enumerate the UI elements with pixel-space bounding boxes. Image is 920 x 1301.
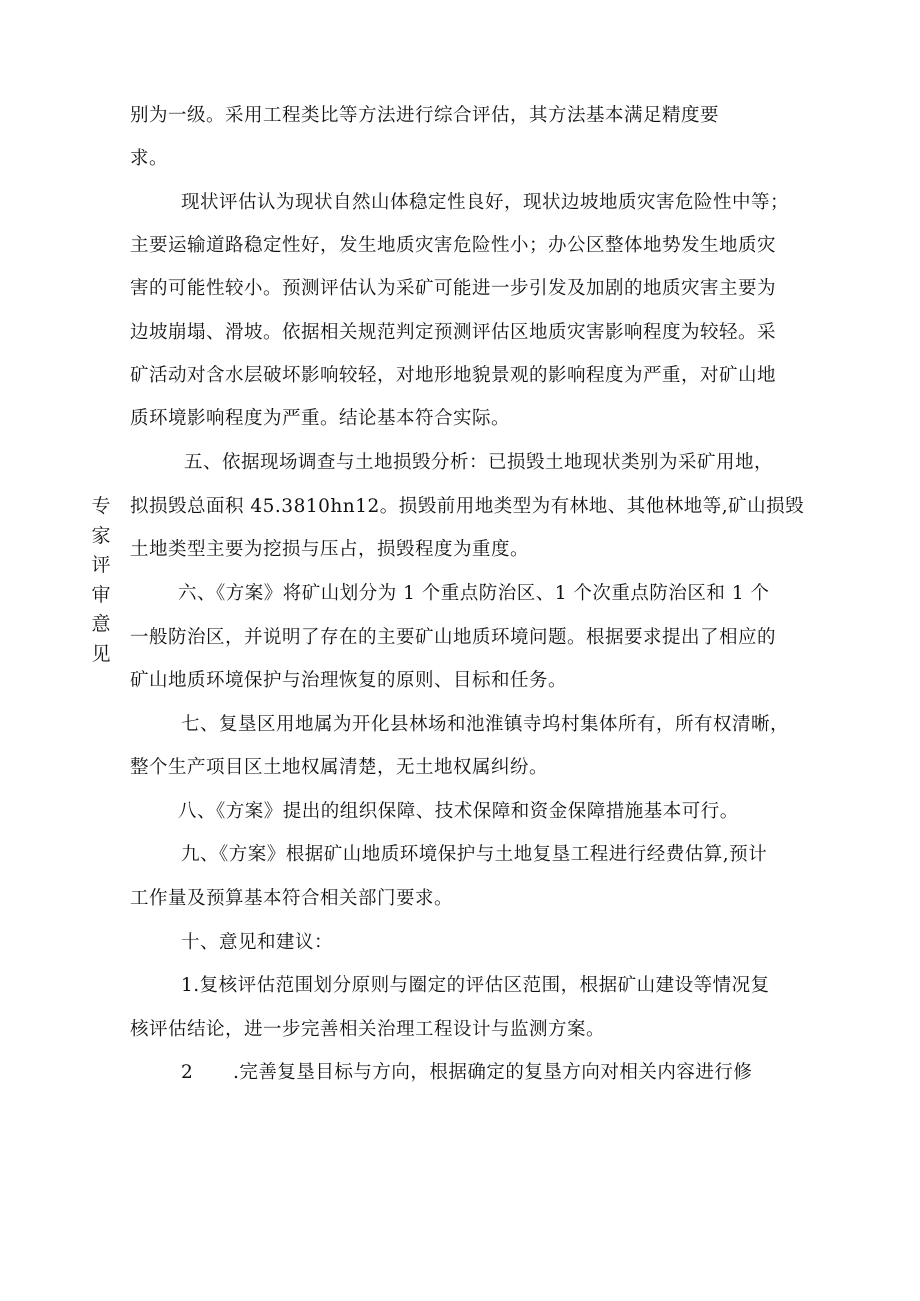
text-line: 十、意见和建议：: [181, 932, 334, 953]
text-line: .完善复垦目标与方向，根据确定的复垦方向对相关内容进行修: [233, 1062, 753, 1083]
text-line: 质环境影响程度为严重。结论基本符合实际。: [130, 408, 511, 429]
text-line: 核评估结论，进一步完善相关治理工程设计与监测方案。: [130, 1019, 606, 1040]
text-line: 拟损毁总面积 45.3810hn12。损毁前用地类型为有林地、其他林地等,矿山损毁: [130, 496, 805, 517]
text-line: 六、《方案》将矿山划分为 1 个重点防治区、1 个次重点防治区和 1 个: [178, 583, 770, 604]
side-label-char: 评: [91, 554, 111, 576]
text-line: 求。: [130, 148, 169, 169]
text-line: 边坡崩塌、滑坡。依据相关规范判定预测评估区地质灾害影响程度为较轻。采: [130, 322, 777, 343]
text-line: 1.复核评估范围划分原则与圈定的评估区范围，根据矿山建设等情况复: [181, 975, 770, 996]
side-label-char: 家: [91, 524, 111, 547]
text-line: 一般防治区，并说明了存在的主要矿山地质环境问题。根据要求提出了相应的: [130, 627, 777, 648]
text-line: 主要运输道路稳定性好，发生地质灾害危险性小；办公区整体地势发生地质灾: [130, 235, 777, 256]
text-line: 土地类型主要为挖损与压占，损毁程度为重度。: [130, 539, 530, 560]
text-line: 现状评估认为现状自然山体稳定性良好，现状边坡地质灾害危险性中等；: [181, 192, 790, 213]
side-label-char: 意: [91, 613, 111, 635]
text-line: 七、复垦区用地属为开化县林场和池淮镇寺坞村集体所有，所有权清晰，: [181, 714, 790, 735]
side-label-char: 审: [91, 583, 111, 606]
text-line: 工作量及预算基本符合相关部门要求。: [130, 888, 454, 909]
text-line: 五、依据现场调查与土地损毁分析：已损毁土地现状类别为采矿用地，: [184, 452, 774, 473]
text-line: 矿山地质环境保护与治理恢复的原则、目标和任务。: [130, 670, 568, 691]
text-line: 八、《方案》提出的组织保障、技术保障和资金保障措施基本可行。: [178, 801, 739, 822]
text-line: 别为一级。采用工程类比等方法进行综合评估，其方法基本满足精度要: [130, 105, 720, 126]
list-item-number: 2: [181, 1062, 194, 1083]
text-line: 矿活动对含水层破坏影响较轻，对地形地貌景观的影响程度为严重，对矿山地: [130, 365, 777, 386]
text-line: 整个生产项目区土地权属清楚，无土地权属纠纷。: [130, 757, 549, 778]
text-line: 九、《方案》根据矿山地质环境保护与土地复垦工程进行经费估算,预计: [181, 844, 768, 865]
expert-review-opinion-label: [88, 492, 114, 669]
side-label-char: 专: [91, 495, 111, 517]
text-line: 害的可能性较小。预测评估认为采矿可能进一步引发及加剧的地质灾害主要为: [130, 278, 777, 299]
side-label-char: 见: [91, 642, 111, 665]
